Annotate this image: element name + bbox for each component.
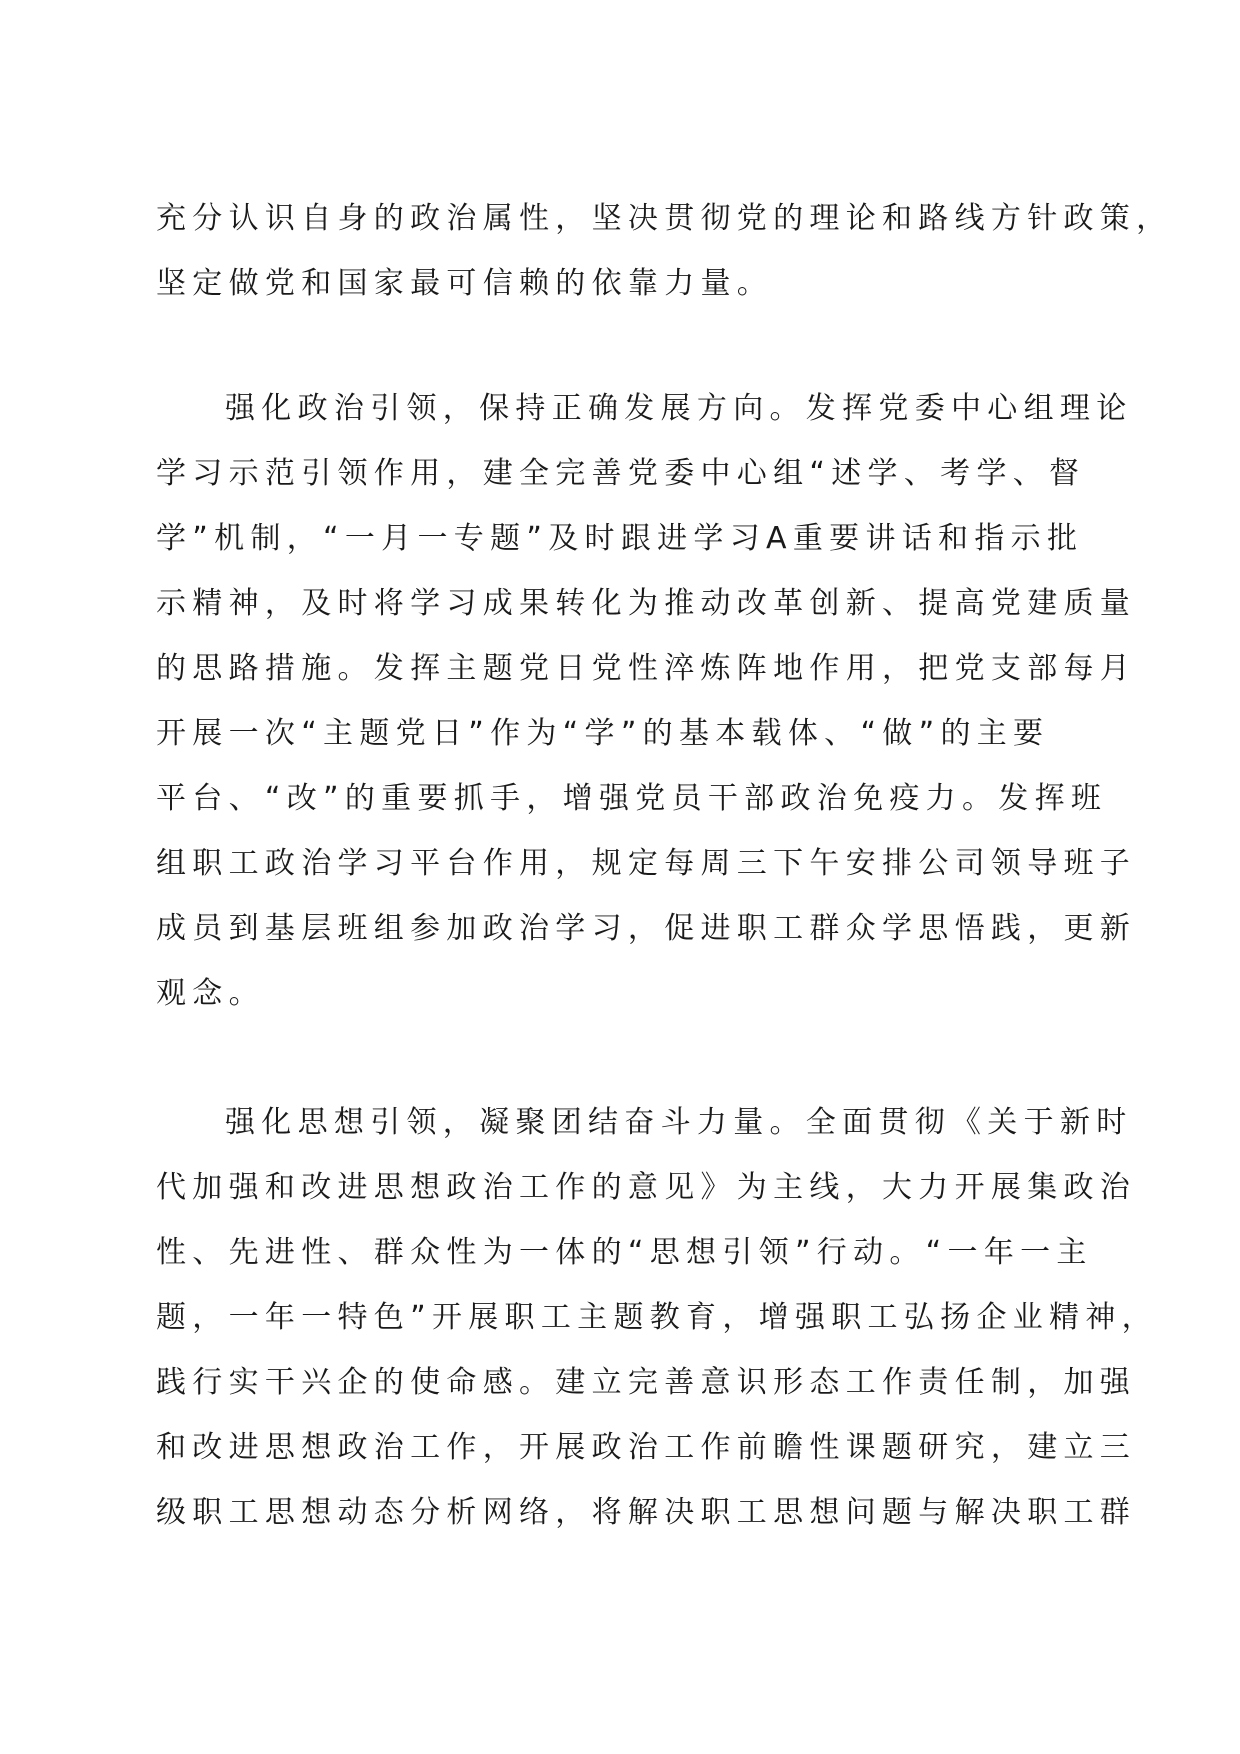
text-line: 强化思想引领，凝聚团结奋斗力量。全面贯彻《关于新时 <box>225 1105 1133 1140</box>
text-line: 题，一年一特色”开展职工主题教育，增强职工弘扬企业精神， <box>156 1300 1158 1335</box>
text-line: 成员到基层班组参加政治学习，促进职工群众学思悟践，更新 <box>156 911 1137 946</box>
text-line: 和改进思想政治工作，开展政治工作前瞻性课题研究，建立三 <box>156 1430 1137 1465</box>
text-line: 充分认识自身的政治属性，坚决贯彻党的理论和路线方针政策， <box>156 201 1173 236</box>
text-line: 的思路措施。发挥主题党日党性淬炼阵地作用，把党支部每月 <box>156 651 1137 686</box>
text-line: 开展一次“主题党日”作为“学”的基本载体、“做”的主要 <box>156 716 1050 751</box>
paragraph-political-guidance <box>156 376 1137 1026</box>
text-line: 示精神，及时将学习成果转化为推动改革创新、提高党建质量 <box>156 586 1137 621</box>
paragraph-continuation <box>156 186 1173 316</box>
paragraph-ideological-guidance <box>156 1090 1158 1545</box>
text-line: 强化政治引领，保持正确发展方向。发挥党委中心组理论 <box>225 391 1133 426</box>
text-line: 平台、“改”的重要抓手，增强党员干部政治免疫力。发挥班 <box>156 781 1108 816</box>
text-line: 观念。 <box>156 976 265 1011</box>
text-line: 级职工思想动态分析网络，将解决职工思想问题与解决职工群 <box>156 1495 1137 1530</box>
text-line: 组职工政治学习平台作用，规定每周三下午安排公司领导班子 <box>156 846 1137 881</box>
text-line: 性、先进性、群众性为一体的“思想引领”行动。“一年一主 <box>156 1235 1093 1270</box>
text-line: 学习示范引领作用，建全完善党委中心组“述学、考学、督 <box>156 456 1086 491</box>
text-line: 代加强和改进思想政治工作的意见》为主线，大力开展集政治 <box>156 1170 1137 1205</box>
text-line: 坚定做党和国家最可信赖的依靠力量。 <box>156 266 774 301</box>
text-line: 学”机制，“一月一专题”及时跟进学习A重要讲话和指示批 <box>156 521 1084 556</box>
text-line: 践行实干兴企的使命感。建立完善意识形态工作责任制，加强 <box>156 1365 1137 1400</box>
